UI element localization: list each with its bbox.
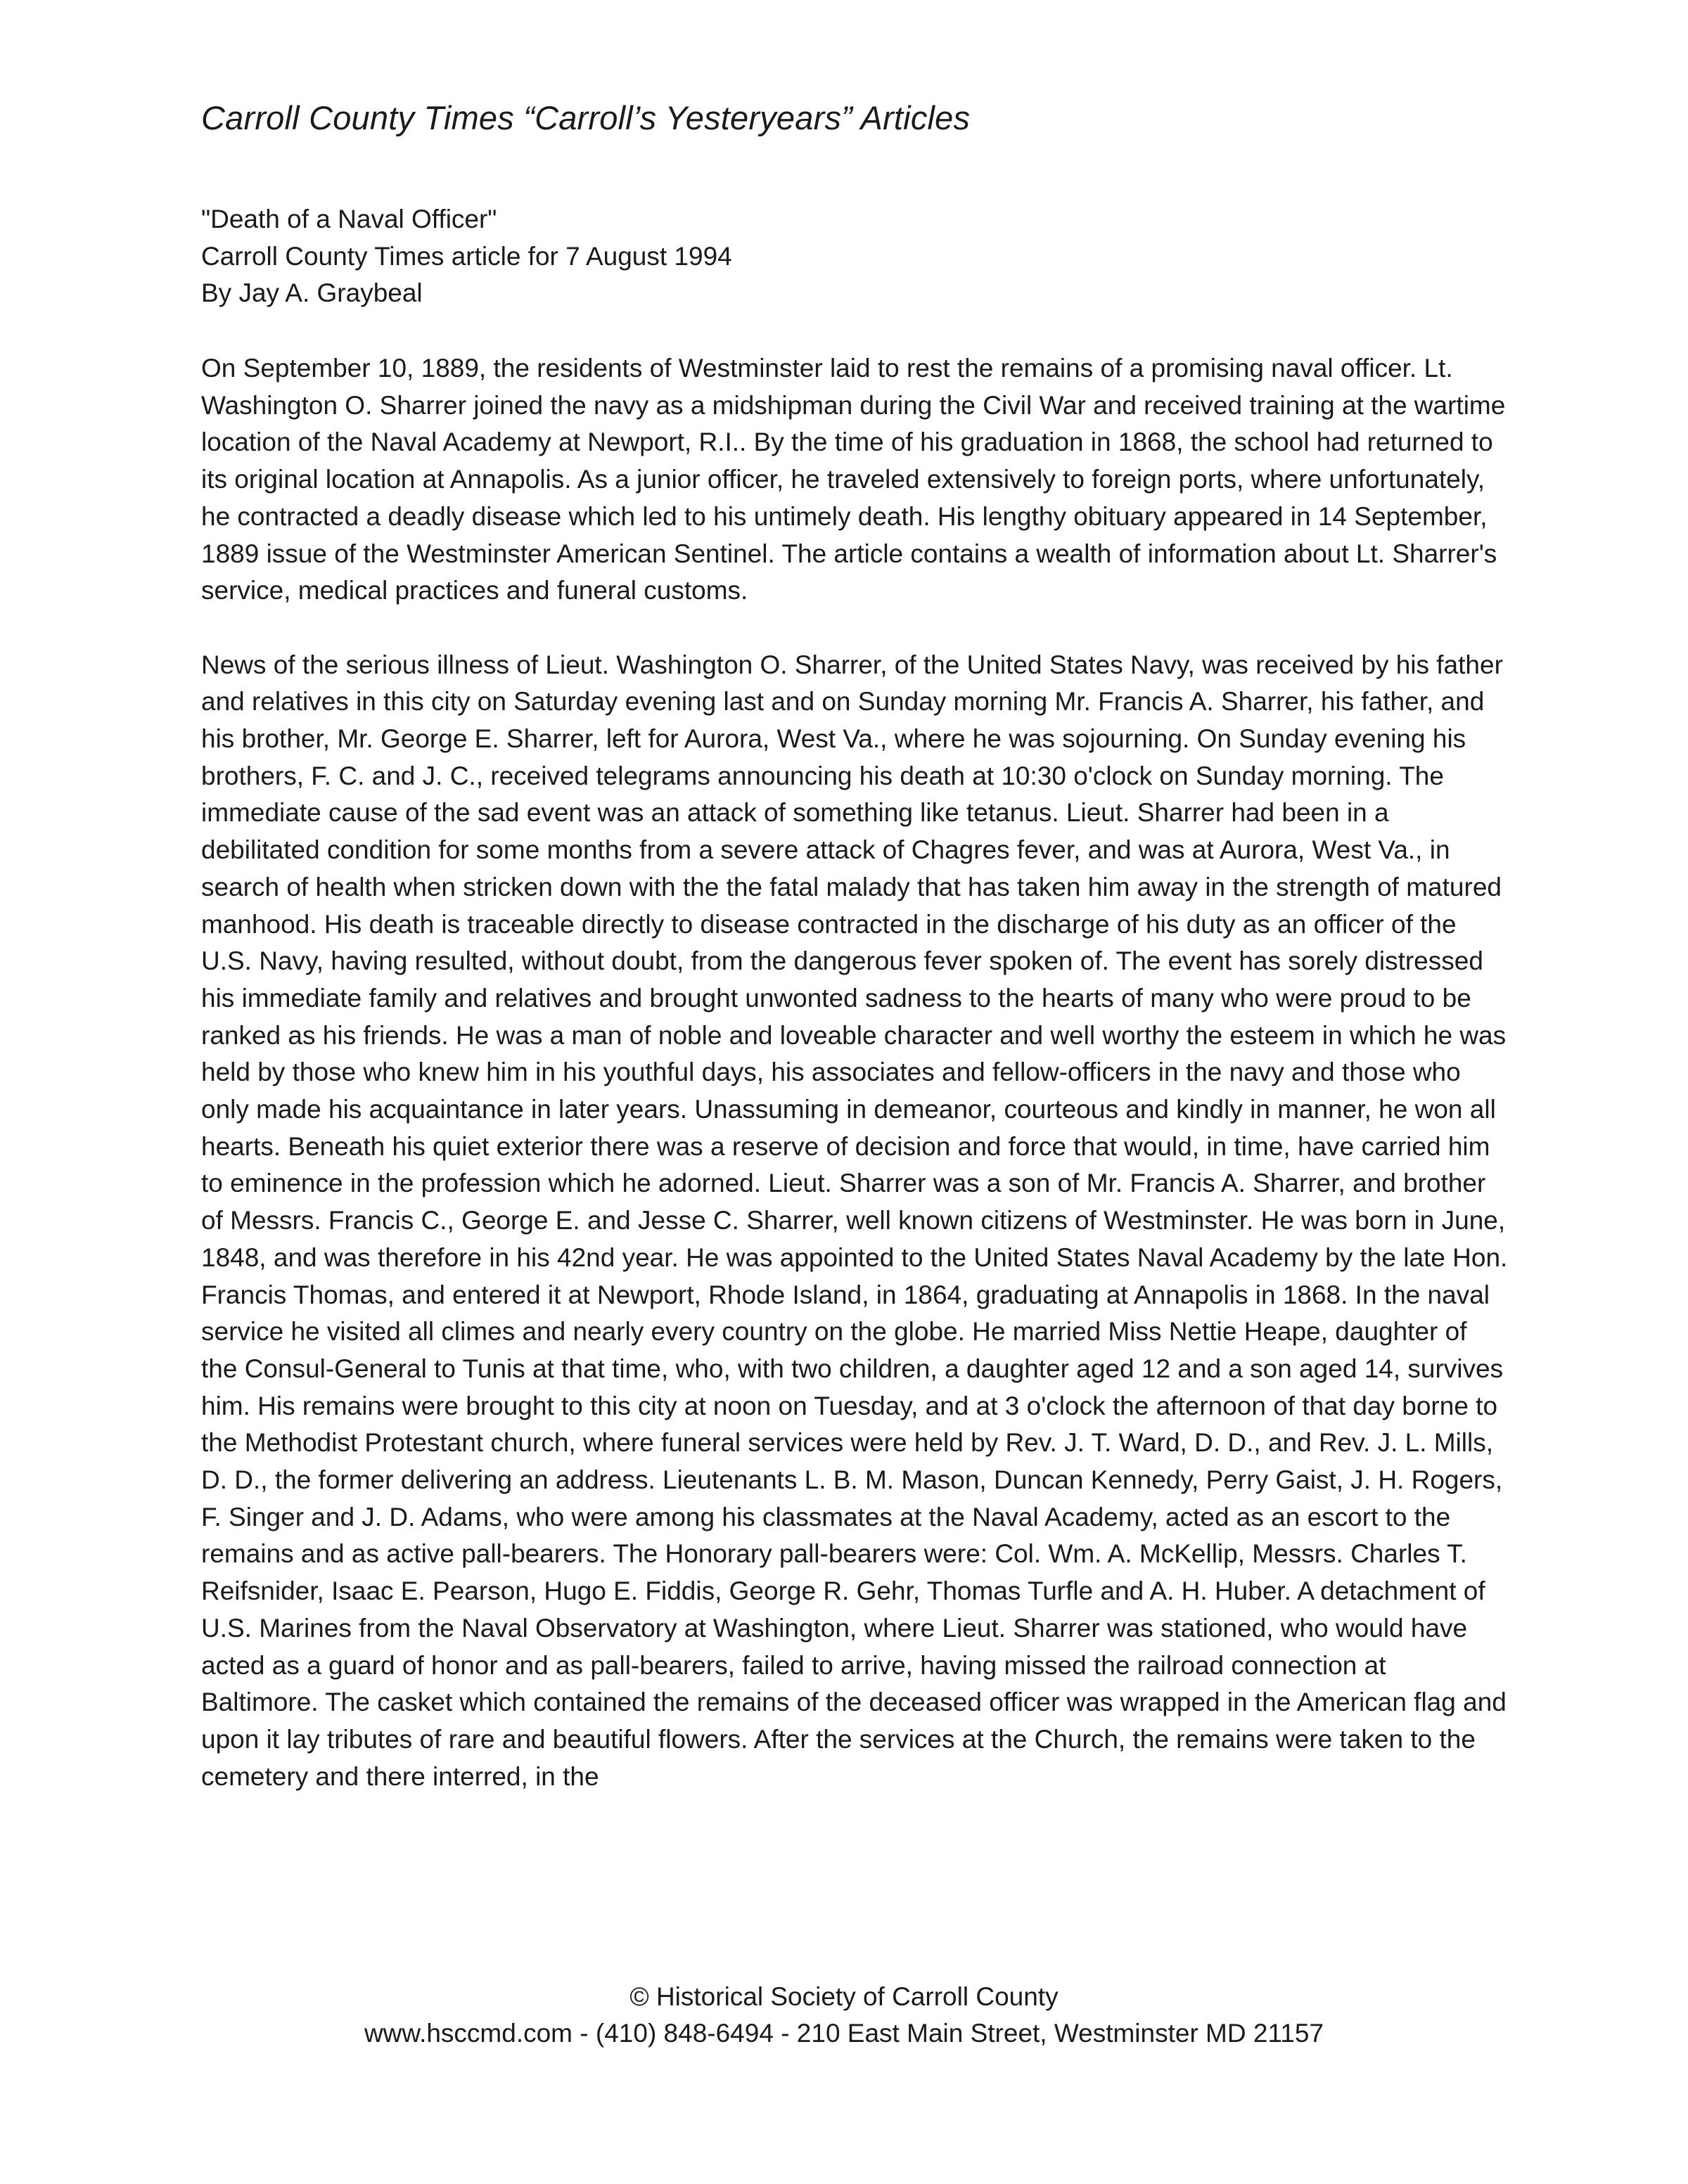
article-byline [201, 201, 1509, 312]
obituary-paragraph: News of the serious illness of Lieut. Washington O. Sharrer, of the United States Navy, was received by his father and relatives in this city on Saturday evening last and on Sunday morning Mr. Francis A. Sharrer, his father, and his brother, Mr. George E. Sharrer, left for Aurora, West Va., where he was sojourning. On Sunday evening his brothers, F. C. and J. C., received telegrams announcing his death at 10:30 o'clock on Sunday morning. The immediate cause of the sad event was an attack of something like tetanus. Lieut. Sharrer had been in a debilitated condition for some months from a severe attack of Chagres fever, and was at Aurora, West Va., in search of health when stricken down with the the fatal malady that has taken him away in the strength of matured manhood. His death is traceable directly to disease contracted in the discharge of his duty as an officer of the U.S. Navy, having resulted, without doubt, from the dangerous fever spoken of. The event has sorely distressed his immediate family and relatives and brought unwonted sadness to the hearts of many who were proud to be ranked as his friends. He was a man of noble and loveable character and well worthy the esteem in which he was held by those who knew him in his youthful days, his associates and fellow-officers in the navy and those who only made his acquaintance in later years. Unassuming in demeanor, courteous and kindly in manner, he won all hearts. Beneath his quiet exterior there was a reserve of decision and force that would, in time, have carried him to eminence in the profession which he adorned. Lieut. Sharrer was a son of Mr. Francis A. Sharrer, and brother of Messrs. Francis C., George E. and Jesse C. Sharrer, well known citizens of Westminster. He was born in June, 1848, and was therefore in his 42nd year. He was appointed to the United States Naval Academy by the late Hon. Francis Thomas, and entered it at Newport, Rhode Island, in 1864, graduating at Annapolis in 1868. In the naval service he visited all climes and nearly every country on the globe. He married Miss Nettie Heape, daughter of the Consul-General to Tunis at that time, who, with two children, a daughter aged 12 and a son aged 14, survives him. His remains were brought to this city at noon on Tuesday, and at 3 o'clock the afternoon of that day borne to the Methodist Protestant church, where funeral services were held by Rev. J. T. Ward, D. D., and Rev. J. L. Mills, D. D., the former delivering an address. Lieutenants L. B. M. Mason, Duncan Kennedy, Perry Gaist, J. H. Rogers, F. Singer and J. D. Adams, who were among his classmates at the Naval Academy, acted as an escort to the remains and as active pall-bearers. The Honorary pall-bearers were: Col. Wm. A. McKellip, Messrs. Charles T. Reifsnider, Isaac E. Pearson, Hugo E. Fiddis, George R. Gehr, Thomas Turfle and A. H. Huber. A detachment of U.S. Marines from the Naval Observatory at Washington, where Lieut. Sharrer was stationed, who would have acted as a guard of honor and as pall-bearers, failed to arrive, having missed the railroad connection at Baltimore. The casket which contained the remains of the deceased officer was wrapped in the American flag and upon it lay tributes of rare and beautiful flowers. After the services at the Church, the remains were taken to the cemetery and there interred, in the [201, 650, 1508, 1791]
intro-paragraph: On September 10, 1889, the residents of Westminster laid to rest the remains of a promising naval officer. Lt. Washington O. Sharrer joined the navy as a midshipman during the Civil War and received training at the wartime location of the Naval Academy at Newport, R.I.. By the time of his graduation in 1868, the school had returned to its original location at Annapolis. As a junior officer, he traveled extensively to foreign ports, where unfortunately, he contracted a deadly disease which led to his untimely death. His lengthy obituary appeared in 14 September, 1889 issue of the Westminster American Sentinel. The article contains a wealth of information about Lt. Sharrer's service, medical practices and funeral customs. [201, 354, 1506, 605]
page-footer [0, 1979, 1688, 2052]
article-body [201, 350, 1509, 1832]
footer-contact: www.hsccmd.com - (410) 848-6494 - 210 East Main Street, Westminster MD 21157 [364, 2019, 1324, 2048]
article-author: By Jay A. Graybeal [201, 278, 423, 308]
article-headline: "Death of a Naval Officer" [201, 205, 497, 233]
page-title: Carroll County Times “Carroll’s Yesteryears” Articles [201, 99, 971, 136]
article-source: Carroll County Times article for 7 August 1994 [201, 241, 732, 271]
footer-copyright: © Historical Society of Carroll County [629, 1982, 1059, 2011]
